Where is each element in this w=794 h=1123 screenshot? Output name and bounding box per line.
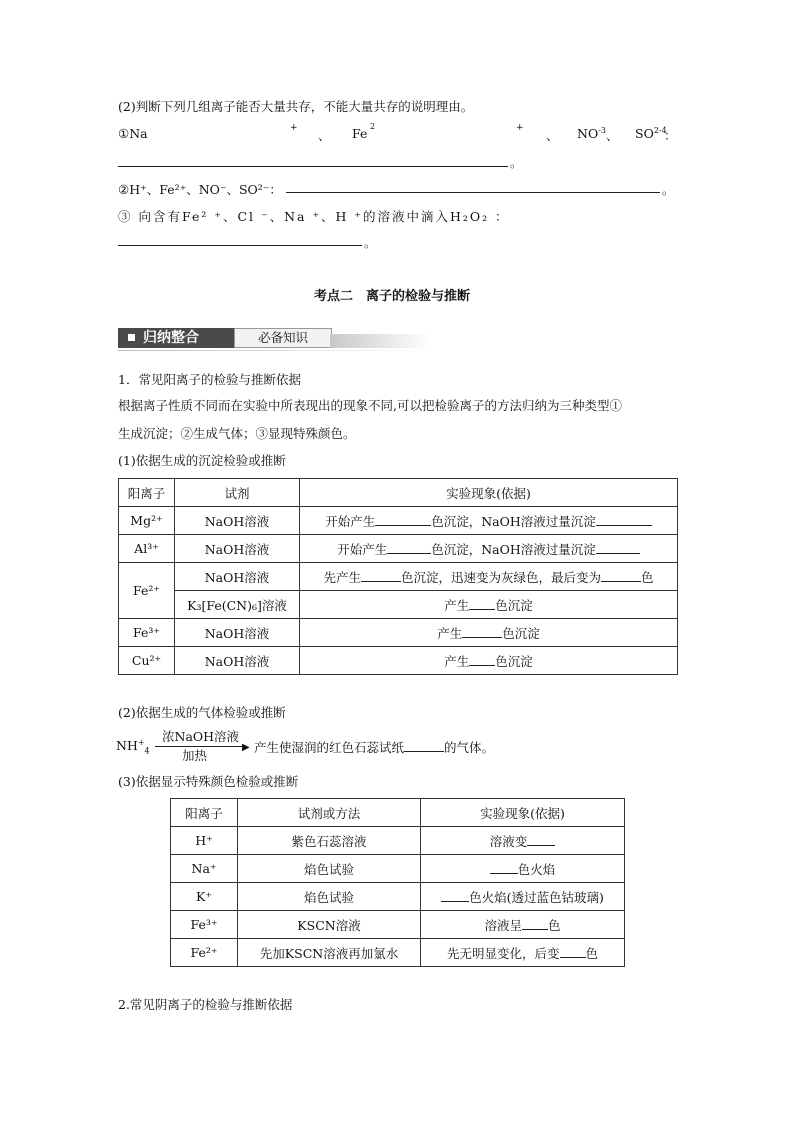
- method-cell: 焰色试验: [238, 855, 421, 883]
- ion-cell: Fe²⁺: [171, 939, 238, 967]
- reagent-cell: NaOH溶液: [175, 647, 300, 675]
- banner-dark-tab: 归纳整合: [118, 328, 234, 348]
- answer-blank[interactable]: [596, 541, 640, 554]
- table-row: [171, 827, 625, 855]
- section-banner: [118, 328, 430, 348]
- answer-blank[interactable]: [387, 541, 431, 554]
- answer-blank[interactable]: [361, 569, 401, 582]
- table-header-row: [171, 799, 625, 827]
- arrow-condition-bottom: 加热: [182, 748, 208, 763]
- phenomenon-cell: 溶液变: [421, 827, 625, 855]
- table-row: [119, 507, 678, 535]
- banner-fade: [330, 334, 430, 348]
- item3-label: ③ 向含有Fe² ⁺、Cl ⁻、Na ⁺、H ⁺的溶液中滴入H₂O₂ ：: [118, 209, 510, 224]
- item1-fe: Fe: [352, 126, 368, 141]
- part1-text-2: 生成沉淀；②生成气体；③显现特殊颜色。: [118, 426, 356, 441]
- phenomenon-cell: 溶液呈 色: [421, 911, 625, 939]
- item1-sep3: 、: [606, 128, 619, 143]
- table-row: [171, 939, 625, 967]
- banner-light-tab: 必备知识: [234, 328, 332, 348]
- ion-cell: K⁺: [171, 883, 238, 911]
- item1-na: ①Na: [118, 126, 148, 141]
- table-row: [171, 911, 625, 939]
- method-cell: 先加KSCN溶液再加氯水: [238, 939, 421, 967]
- table-row: [119, 535, 678, 563]
- item3-end: 。: [364, 235, 377, 250]
- table-row: [119, 591, 678, 619]
- method-cell: 紫色石蕊溶液: [238, 827, 421, 855]
- answer-blank[interactable]: [601, 569, 641, 582]
- header-cell: 试剂或方法: [238, 799, 421, 827]
- answer-blank[interactable]: [490, 861, 518, 874]
- item1-so4: SO$^{2-4}$: [635, 126, 667, 142]
- table-row: [171, 883, 625, 911]
- table-row: [119, 647, 678, 675]
- reagent-cell: NaOH溶液: [175, 535, 300, 563]
- answer-blank[interactable]: [522, 917, 548, 930]
- phenomenon-cell: 先产生 色沉淀，迅速变为灰绿色，最后变为 色: [300, 563, 678, 591]
- banner-rule: [118, 350, 430, 351]
- part2-sub3: (3)依据显示特殊颜色检验或推断: [118, 774, 299, 789]
- color-table: [170, 798, 625, 967]
- item1-colon: ：: [664, 128, 677, 143]
- ion-cell: Fe³⁺: [119, 619, 175, 647]
- nh4-label: $NH^+_4$: [116, 738, 150, 756]
- arrow-condition-top: 浓NaOH溶液: [162, 729, 240, 744]
- table-row: [119, 619, 678, 647]
- ion-cell: Cu²⁺: [119, 647, 175, 675]
- item1-fe-charge: +: [516, 123, 524, 133]
- phenomenon-cell: 产生 色沉淀: [300, 647, 678, 675]
- phenomenon-cell: 产生 色沉淀: [300, 591, 678, 619]
- phenomenon-cell: 开始产生 色沉淀，NaOH溶液过量沉淀: [300, 535, 678, 563]
- part1-sub1: (1)依据生成的沉淀检验或推断: [118, 453, 286, 468]
- answer-blank-2[interactable]: [286, 192, 660, 193]
- header-cell: 实验现象(依据): [300, 479, 678, 507]
- ion-cell: Na⁺: [171, 855, 238, 883]
- item2-label: ②H⁺、Fe²⁺、NO⁻、SO²⁻：: [118, 182, 282, 197]
- answer-blank-3[interactable]: [118, 245, 362, 246]
- answer-blank[interactable]: [404, 739, 444, 752]
- gas-result: 产生使湿润的红色石蕊试纸 的气体。: [254, 740, 495, 755]
- answer-blank[interactable]: [462, 625, 502, 638]
- ion-cell: Mg²⁺: [119, 507, 175, 535]
- method-cell: KSCN溶液: [238, 911, 421, 939]
- phenomenon-cell: 先无明显变化，后变 色: [421, 939, 625, 967]
- phenomenon-cell: 色火焰: [421, 855, 625, 883]
- reagent-cell: NaOH溶液: [175, 619, 300, 647]
- header-cell: 阳离子: [119, 479, 175, 507]
- answer-blank[interactable]: [596, 513, 652, 526]
- answer-blank[interactable]: [441, 889, 469, 902]
- header-cell: 阳离子: [171, 799, 238, 827]
- item1-end: 。: [510, 155, 523, 170]
- answer-blank[interactable]: [560, 945, 586, 958]
- answer-blank[interactable]: [469, 597, 495, 610]
- item1-na-charge: +: [290, 123, 298, 133]
- part2-sub2: (2)依据生成的气体检验或推断: [118, 705, 286, 720]
- answer-blank[interactable]: [375, 513, 431, 526]
- part1-title: 1．常见阳离子的检验与推断依据: [118, 372, 301, 387]
- arrow-head-icon: ▶: [242, 742, 250, 753]
- ion-cell: H⁺: [171, 827, 238, 855]
- ion-cell: Fe³⁺: [171, 911, 238, 939]
- item1-fe-sup: 2: [370, 122, 376, 131]
- header-cell: 试剂: [175, 479, 300, 507]
- reagent-cell: NaOH溶液: [175, 563, 300, 591]
- reagent-cell: K₃[Fe(CN)₆]溶液: [175, 591, 300, 619]
- header-cell: 实验现象(依据): [421, 799, 625, 827]
- ion-cell: Fe²⁺: [119, 563, 175, 619]
- phenomenon-cell: 产生 色沉淀: [300, 619, 678, 647]
- table-header-row: [119, 479, 678, 507]
- item1-no3: $NO^{-3}$: [577, 126, 606, 142]
- part1-text-1: 根据离子性质不同而在实验中所表现出的现象不同,可以把检验离子的方法归纳为三种类型①: [118, 398, 622, 413]
- table-row: [119, 563, 678, 591]
- phenomenon-cell: 色火焰(透过蓝色钴玻璃): [421, 883, 625, 911]
- square-icon: [128, 334, 135, 341]
- item2-end: 。: [662, 182, 675, 197]
- answer-blank[interactable]: [527, 833, 555, 846]
- ion-cell: Al³⁺: [119, 535, 175, 563]
- section-title: 考点二 离子的检验与推断: [314, 289, 471, 304]
- reagent-cell: NaOH溶液: [175, 507, 300, 535]
- answer-blank-1[interactable]: [118, 166, 508, 167]
- phenomenon-cell: 开始产生 色沉淀，NaOH溶液过量沉淀: [300, 507, 678, 535]
- method-cell: 焰色试验: [238, 883, 421, 911]
- part3-title: 2.常见阴离子的检验与推断依据: [118, 997, 293, 1012]
- item1-sep1: 、: [318, 128, 331, 143]
- answer-blank[interactable]: [469, 653, 495, 666]
- table-row: [171, 855, 625, 883]
- precipitate-table: [118, 478, 678, 675]
- question-intro: (2)判断下列几组离子能否大量共存，不能大量共存的说明理由。: [118, 99, 474, 114]
- item1-sep2: 、: [546, 128, 559, 143]
